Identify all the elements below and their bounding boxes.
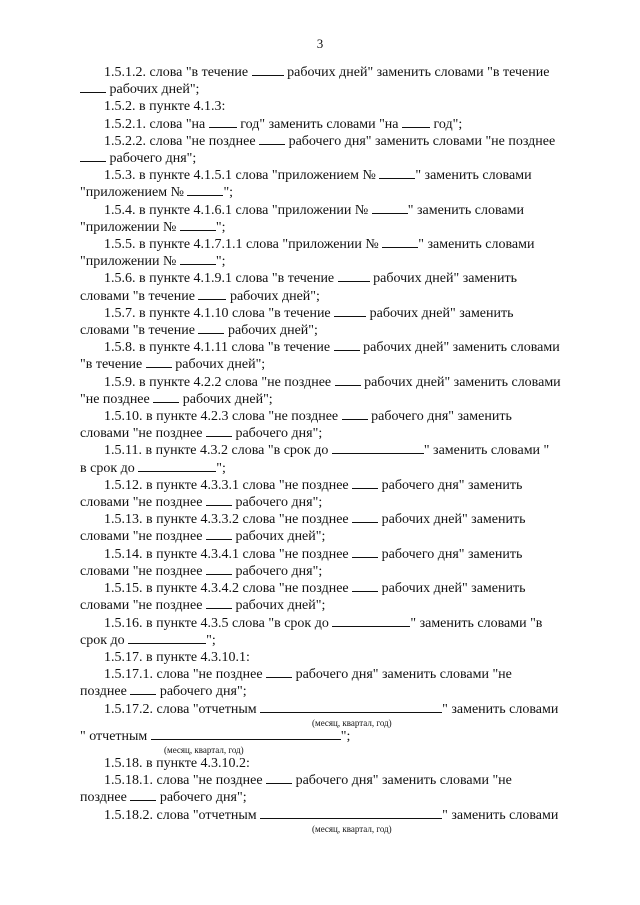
- blank-line: [151, 728, 341, 740]
- item-1-5-18-1: 1.5.18.1. слова "не позднее рабочего дня" заменить словами "не: [104, 773, 512, 789]
- blank-line: [80, 150, 106, 162]
- blank-line: [338, 270, 370, 282]
- blank-line: [206, 563, 232, 575]
- blank-caption: (месяц, квартал, год): [312, 717, 392, 728]
- item-1-5-12-cont: словами "не позднее рабочего дня";: [80, 495, 323, 511]
- item-1-5-6: 1.5.6. в пункте 4.1.9.1 слова "в течение рабочих дней" заменить: [104, 271, 518, 287]
- item-1-5-17-2-cont: " отчетным ";: [80, 728, 351, 744]
- item-1-5-2: 1.5.2. в пункте 4.1.3:: [104, 99, 226, 115]
- item-1-5-4-cont: "приложении № ";: [80, 219, 226, 235]
- item-1-5-11: 1.5.11. в пункте 4.3.2 слова "в срок до " заменить словами ": [104, 443, 550, 459]
- item-1-5-18-1-cont: позднее рабочего дня";: [80, 790, 247, 806]
- item-1-5-7-cont: словами "в течение рабочих дней";: [80, 323, 318, 339]
- blank-line: [128, 632, 206, 644]
- blank-line: [260, 807, 442, 819]
- blank-line: [187, 184, 223, 196]
- item-1-5-17-1-cont: позднее рабочего дня";: [80, 684, 247, 700]
- blank-line: [198, 322, 224, 334]
- blank-line: [252, 64, 284, 76]
- item-1-5-5: 1.5.5. в пункте 4.1.7.1.1 слова "приложении № " заменить словами: [104, 237, 535, 253]
- blank-line: [332, 615, 410, 627]
- blank-line: [352, 477, 378, 489]
- item-1-5-15: 1.5.15. в пункте 4.3.4.2 слова "не позднее рабочих дней" заменить: [104, 581, 526, 597]
- blank-line: [206, 528, 232, 540]
- item-1-5-10-cont: словами "не позднее рабочего дня";: [80, 426, 323, 442]
- blank-caption: (месяц, квартал, год): [312, 823, 392, 834]
- blank-line: [379, 167, 415, 179]
- item-1-5-3: 1.5.3. в пункте 4.1.5.1 слова "приложением № " заменить словами: [104, 168, 532, 184]
- blank-line: [130, 683, 156, 695]
- item-1-5-7: 1.5.7. в пункте 4.1.10 слова "в течение рабочих дней" заменить: [104, 305, 514, 321]
- blank-line: [206, 597, 232, 609]
- blank-line: [180, 219, 216, 231]
- page-number: 3: [316, 36, 324, 51]
- item-1-5-18: 1.5.18. в пункте 4.3.10.2:: [104, 755, 250, 771]
- blank-line: [209, 116, 237, 128]
- item-1-5-4: 1.5.4. в пункте 4.1.6.1 слова "приложении № " заменить словами: [104, 202, 524, 218]
- blank-line: [372, 202, 408, 214]
- blank-line: [266, 666, 292, 678]
- blank-line: [266, 772, 292, 784]
- item-1-5-17: 1.5.17. в пункте 4.3.10.1:: [104, 649, 250, 665]
- item-1-5-1-2-cont: рабочих дней";: [80, 81, 592, 98]
- item-1-5-15-cont: словами "не позднее рабочих дней";: [80, 598, 326, 614]
- blank-caption: (месяц, квартал, год): [164, 744, 244, 755]
- item-1-5-2-2: 1.5.2.2. слова "не позднее рабочего дня" заменить словами "не позднее: [104, 133, 556, 149]
- item-1-5-11-cont: в срок до ";: [80, 460, 226, 476]
- document-body: [80, 64, 592, 834]
- item-1-5-18-2: 1.5.18.2. слова "отчетным " заменить словами: [104, 807, 559, 823]
- item-1-5-17-2: 1.5.17.2. слова "отчетным " заменить словами: [104, 701, 559, 717]
- item-1-5-8-cont: "в течение рабочих дней";: [80, 357, 266, 373]
- item-1-5-12: 1.5.12. в пункте 4.3.3.1 слова "не позднее рабочего дня" заменить: [104, 477, 523, 493]
- blank-line: [334, 305, 366, 317]
- item-1-5-14-cont: словами "не позднее рабочего дня";: [80, 563, 323, 579]
- blank-line: [180, 253, 216, 265]
- blank-line: [402, 116, 430, 128]
- item-1-5-9: 1.5.9. в пункте 4.2.2 слова "не позднее рабочих дней" заменить словами: [104, 374, 561, 390]
- item-1-5-6-cont: словами "в течение рабочих дней";: [80, 288, 320, 304]
- item-1-5-17-1: 1.5.17.1. слова "не позднее рабочего дня" заменить словами "не: [104, 667, 512, 683]
- item-1-5-5-cont: "приложении № ";: [80, 254, 226, 270]
- item-1-5-16-cont: срок до ";: [80, 632, 216, 648]
- blank-line: [259, 133, 285, 145]
- blank-line: [352, 511, 378, 523]
- item-1-5-8: 1.5.8. в пункте 4.1.11 слова "в течение рабочих дней" заменить словами: [104, 340, 560, 356]
- item-1-5-1-2: 1.5.1.2. слова "в течение рабочих дней" заменить словами "в течение: [104, 65, 550, 80]
- blank-line: [138, 460, 216, 472]
- item-1-5-14: 1.5.14. в пункте 4.3.4.1 слова "не позднее рабочего дня" заменить: [104, 546, 523, 562]
- item-1-5-9-cont: "не позднее рабочих дней";: [80, 391, 273, 407]
- blank-line: [130, 789, 156, 801]
- item-1-5-10: 1.5.10. в пункте 4.2.3 слова "не позднее рабочего дня" заменить: [104, 409, 512, 425]
- item-1-5-2-2-cont: рабочего дня";: [80, 150, 592, 167]
- blank-line: [206, 425, 232, 437]
- item-1-5-13: 1.5.13. в пункте 4.3.3.2 слова "не позднее рабочих дней" заменить: [104, 512, 526, 528]
- item-1-5-16: 1.5.16. в пункте 4.3.5 слова "в срок до " заменить словами "в: [104, 615, 543, 631]
- item-1-5-2-1: 1.5.2.1. слова "на год" заменить словами "на год";: [104, 116, 463, 132]
- blank-line: [335, 374, 361, 386]
- blank-line: [198, 288, 226, 300]
- blank-line: [334, 339, 360, 351]
- item-1-5-3-cont: "приложением № ";: [80, 185, 234, 201]
- blank-line: [352, 580, 378, 592]
- blank-line: [146, 356, 172, 368]
- blank-line: [352, 546, 378, 558]
- item-1-5-13-cont: словами "не позднее рабочих дней";: [80, 529, 326, 545]
- blank-line: [260, 701, 442, 713]
- blank-line: [153, 391, 179, 403]
- blank-line: [206, 494, 232, 506]
- blank-line: [342, 408, 368, 420]
- blank-line: [382, 236, 418, 248]
- blank-line: [332, 442, 424, 454]
- blank-line: [80, 81, 106, 93]
